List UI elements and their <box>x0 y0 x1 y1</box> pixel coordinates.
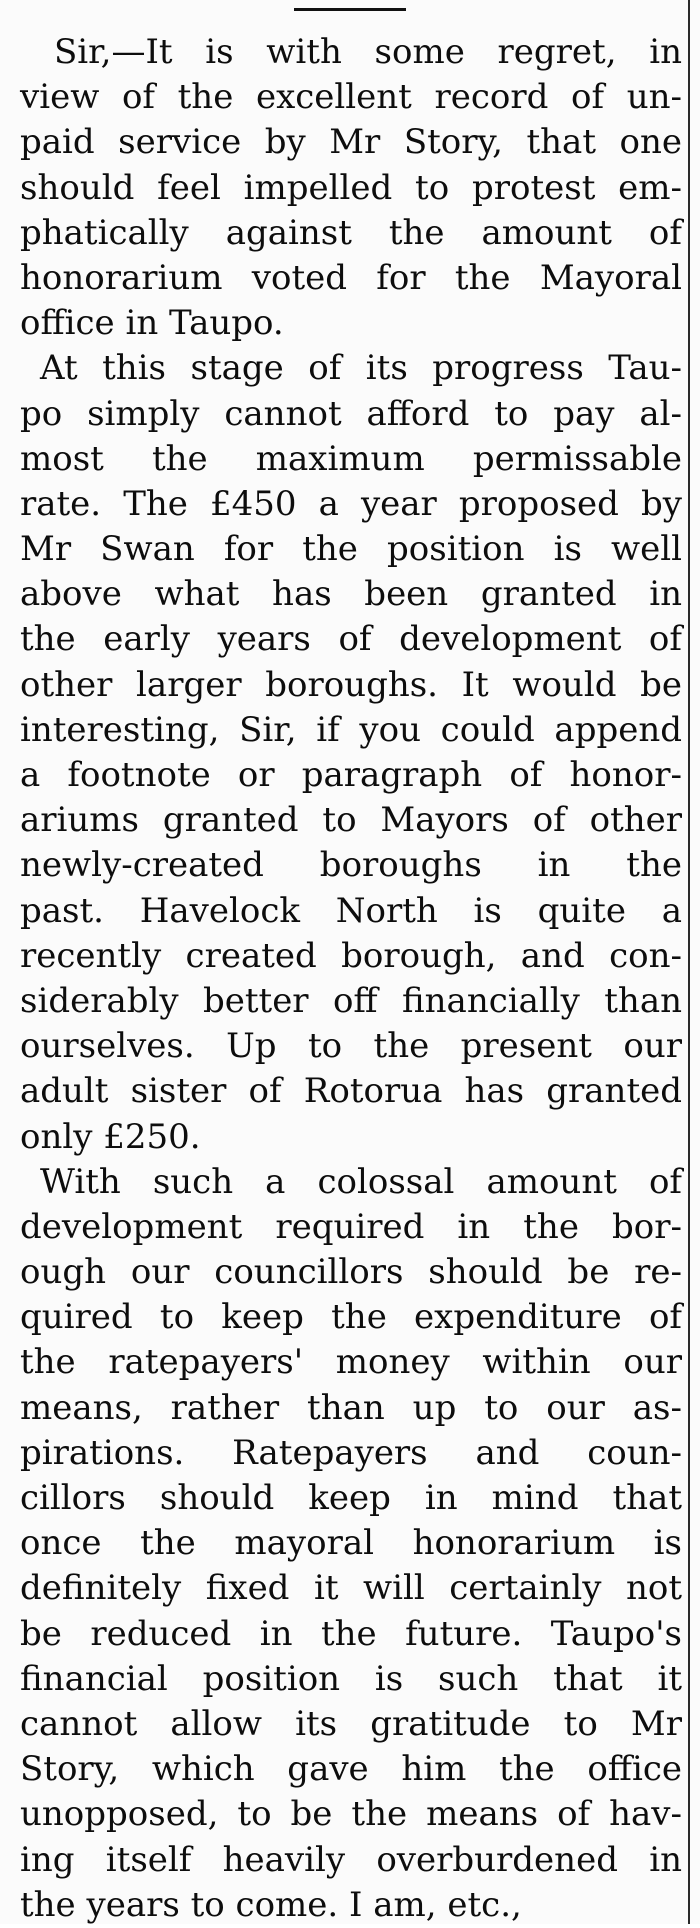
text-line: rate. The £450 a year proposed by <box>20 483 682 524</box>
text-line: interesting, Sir, if you could append <box>20 709 682 750</box>
text-line: cannot allow its gratitude to Mr <box>20 1703 682 1744</box>
text-line: the ratepayers' money within our <box>20 1342 682 1383</box>
text-line: paid service by Mr Story, that one <box>20 122 682 163</box>
text-line: Sir,—It is with some regret, in <box>54 32 682 72</box>
text-line: At this stage of its progress Tau- <box>40 348 682 389</box>
text-line: most the maximum permissable <box>20 438 682 479</box>
text-line: be reduced in the future. Taupo's <box>20 1613 682 1654</box>
text-line: only £250. <box>20 1116 201 1157</box>
text-line: view of the excellent record of un- <box>20 77 682 118</box>
text-line: past. Havelock North is quite a <box>20 890 682 931</box>
text-line: phatically against the amount of <box>20 212 682 253</box>
text-line: should feel impelled to protest em- <box>20 167 682 208</box>
text-line: once the mayoral honorarium is <box>20 1523 682 1564</box>
text-line: siderably better off financially than <box>20 980 682 1021</box>
text-line: Mr Swan for the position is well <box>20 529 682 570</box>
text-line: quired to keep the expenditure of <box>20 1297 682 1338</box>
text-line: cillors should keep in mind that <box>20 1478 682 1518</box>
text-line: the years to come. I am, etc., <box>20 1884 522 1925</box>
text-line: ariums granted to Mayors of other <box>20 800 682 841</box>
text-line: ing itself heavily overburdened in <box>20 1839 682 1880</box>
text-line: po simply cannot afford to pay al- <box>20 393 682 434</box>
text-line: newly-created boroughs in the <box>20 845 682 886</box>
text-line: office in Taupo. <box>20 303 284 344</box>
text-line: recently created borough, and con- <box>20 935 682 976</box>
text-line: ough our councillors should be re- <box>20 1252 682 1293</box>
text-line: unopposed, to be the means of hav- <box>20 1794 682 1835</box>
text-line: other larger boroughs. It would be <box>20 664 682 705</box>
text-line: above what has been granted in <box>20 574 682 615</box>
top-rule <box>294 8 406 11</box>
text-line: a footnote or paragraph of honor- <box>20 755 682 795</box>
text-line: development required in the bor- <box>20 1206 682 1247</box>
text-line: With such a colossal amount of <box>40 1161 682 1202</box>
letter-body <box>20 30 682 1928</box>
text-line: Story, which gave him the office <box>20 1749 682 1790</box>
text-line: definitely fixed it will certainly not <box>20 1568 682 1609</box>
text-line: ourselves. Up to the present our <box>20 1026 682 1067</box>
text-line: the early years of development of <box>20 619 682 660</box>
column-rule <box>688 0 690 1924</box>
text-line: honorarium voted for the Mayoral <box>20 257 682 298</box>
text-line: adult sister of Rotorua has granted <box>20 1071 682 1112</box>
text-line: means, rather than up to our as- <box>20 1387 682 1428</box>
text-line: pirations. Ratepayers and coun- <box>20 1432 682 1473</box>
text-line: financial position is such that it <box>20 1658 682 1699</box>
